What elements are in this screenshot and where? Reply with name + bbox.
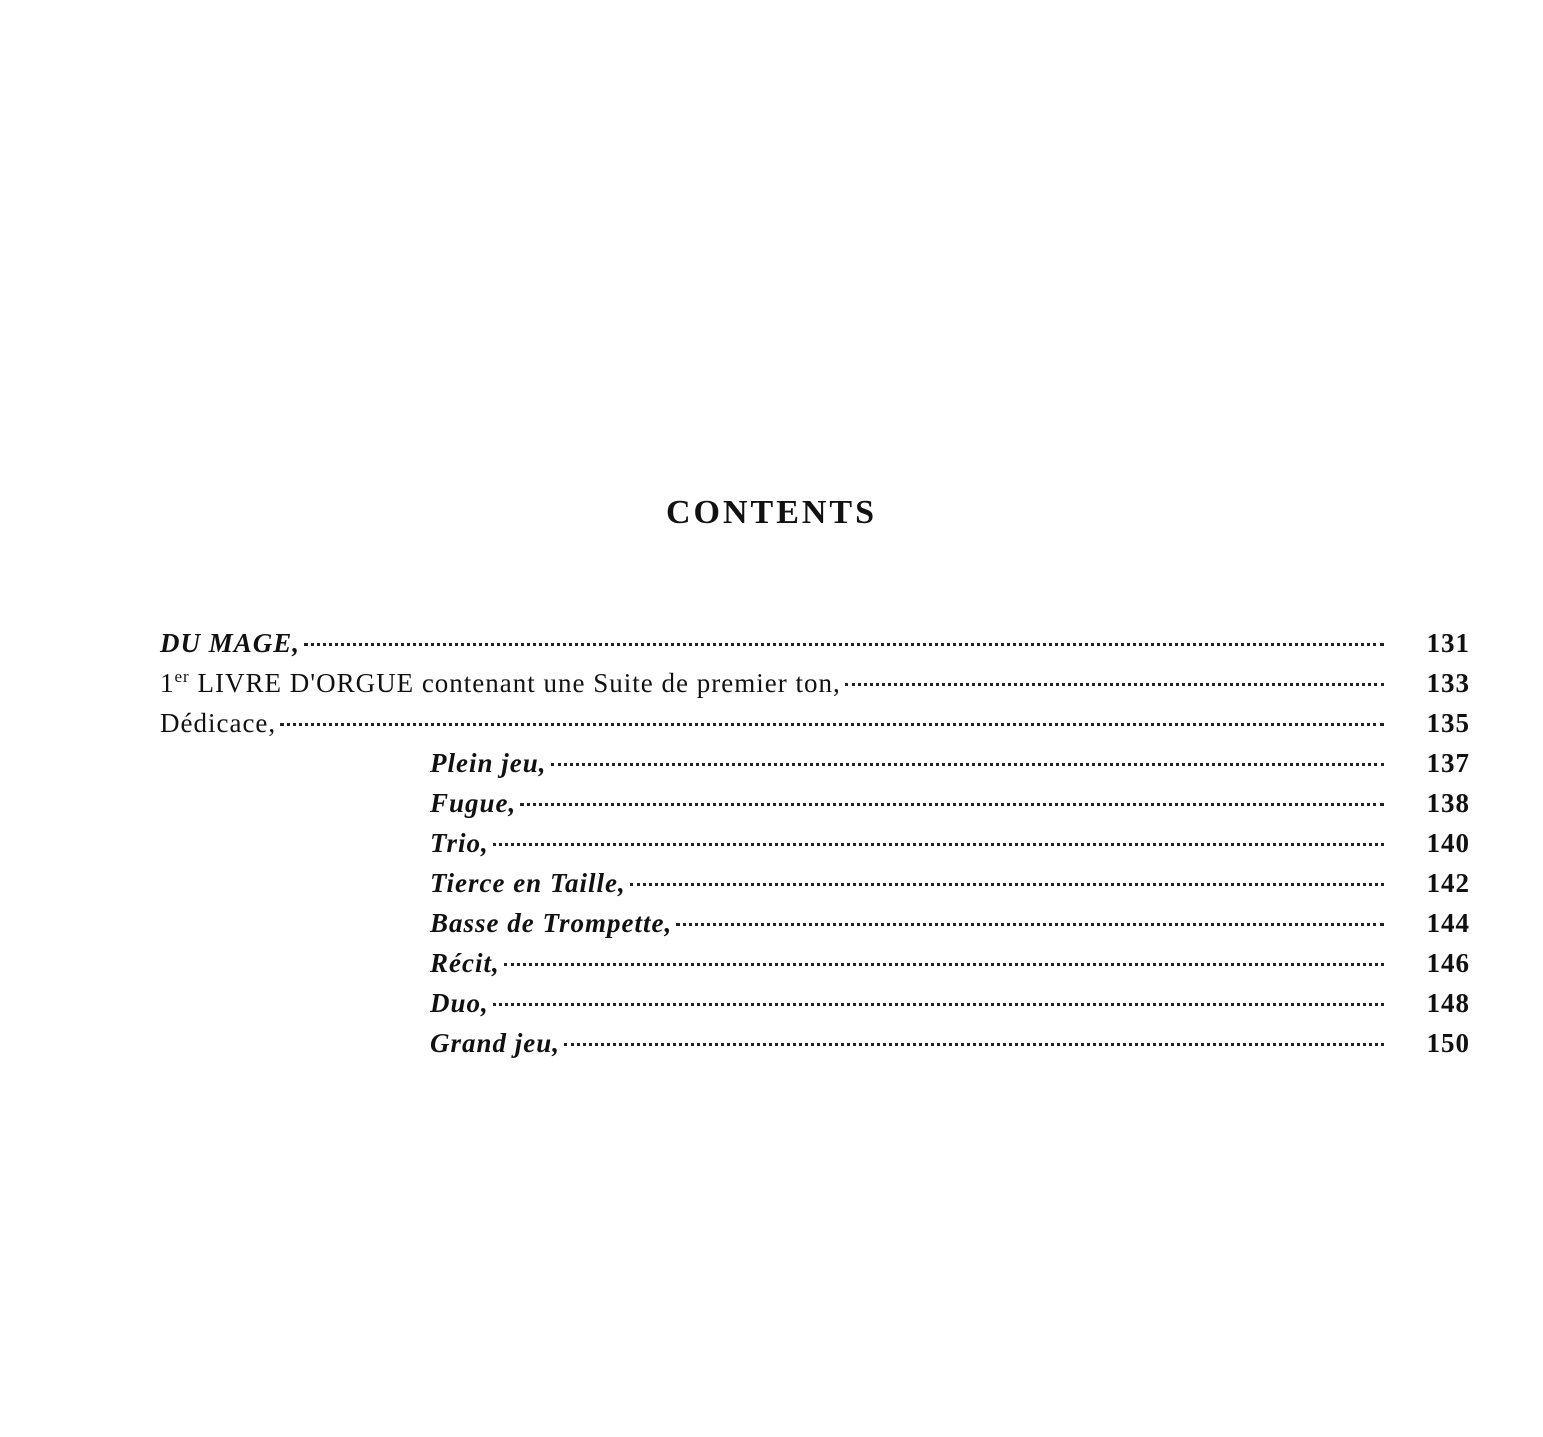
page-number: 135 [1426,708,1470,738]
dot-leader [493,1003,1384,1006]
page-number: 137 [1426,748,1470,778]
page-number: 133 [1426,668,1470,698]
page-number: 146 [1426,948,1470,978]
page-number: 144 [1426,908,1470,938]
table-of-contents [160,628,1470,1068]
dot-leader [493,843,1384,846]
page-number: 138 [1426,788,1470,818]
dot-leader [551,763,1385,766]
page-number: 150 [1426,1028,1470,1058]
toc-row [160,908,1470,948]
toc-row [160,1028,1470,1068]
page-number: 148 [1426,988,1470,1018]
toc-row [160,948,1470,988]
toc-entry-grand-jeu: Grand jeu, [430,1028,561,1058]
toc-entry-livre-dorgue [160,668,841,699]
ordinal-number: 1 [160,668,175,698]
toc-row [160,788,1470,828]
toc-row [160,828,1470,868]
toc-entry-text: LIVRE D'ORGUE contenant une Suite de premier ton, [197,668,841,698]
contents-title: CONTENTS [665,494,878,531]
toc-row [160,868,1470,908]
toc-entry-tierce-en-taille: Tierce en Taille, [430,868,626,898]
toc-row [160,988,1470,1028]
toc-row [160,668,1470,708]
toc-row [160,628,1470,668]
page-number: 142 [1426,868,1470,898]
toc-entry-trio: Trio, [430,828,489,858]
toc-entry-duo: Duo, [430,988,489,1018]
dot-leader [845,683,1384,686]
dot-leader [676,923,1384,926]
toc-entry-basse-de-trompette: Basse de Trompette, [430,908,673,938]
toc-entry-du-mage: DU MAGE, [160,628,301,658]
toc-entry-recit: Récit, [430,948,500,978]
page-number: 140 [1426,828,1470,858]
dot-leader [564,1043,1384,1046]
toc-entry-plein-jeu: Plein jeu, [430,748,547,778]
dot-leader [504,963,1384,966]
toc-row [160,708,1470,748]
page-number: 131 [1426,628,1470,658]
ordinal-superscript: er [174,667,190,686]
dot-leader [520,803,1384,806]
dot-leader [304,643,1384,646]
toc-entry-fugue: Fugue, [430,788,517,818]
dot-leader [280,723,1384,726]
dot-leader [630,883,1384,886]
toc-entry-dedicace: Dédicace, [160,708,277,738]
toc-row [160,748,1470,788]
